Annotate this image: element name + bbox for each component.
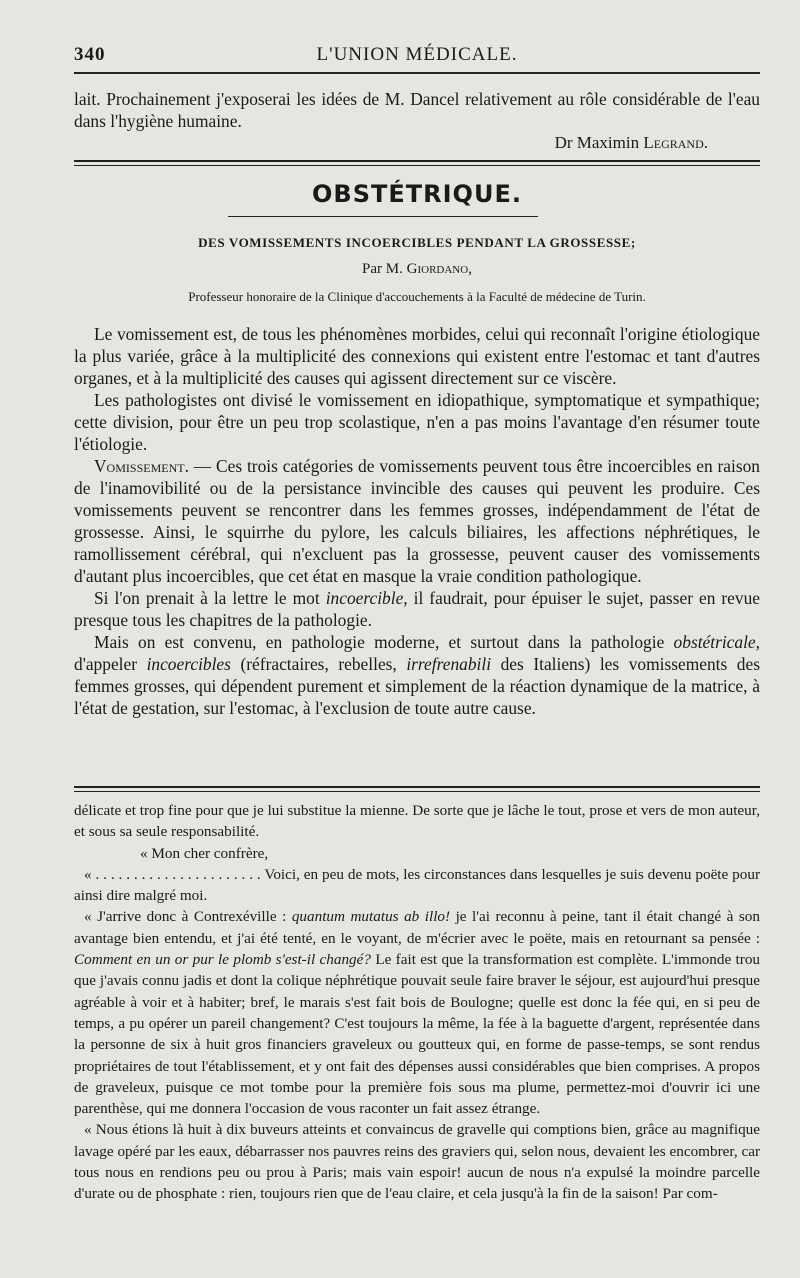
signature-prefix: Dr Maximin bbox=[554, 133, 644, 152]
paragraph-4: Si l'on prenait à la lettre le mot incoercible, il faudrait, pour épuiser le sujet, passer en revue presque tous les chapitres de la pathologie. bbox=[74, 588, 761, 630]
feuilleton-paragraph-1: délicate et trop fine pour que je lui substitue la mienne. De sorte que je lâche le tout, prose et vers de mon auteur, et sous sa seule responsabilité. bbox=[74, 802, 760, 841]
article-body bbox=[74, 323, 760, 719]
author-affiliation: Professeur honoraire de la Clinique d'accouchements à la Faculté de médecine de Turin. bbox=[188, 289, 646, 304]
author-name: Giordano, bbox=[406, 261, 472, 277]
title-underline bbox=[228, 216, 538, 217]
feuilleton-paragraph-5: « Nous étions là huit à dix buveurs atteints et convaincus de gravelle qui comptions bien, grâce au magnifique lavage opéré par les eaux, débarrasser nos pauvres reins des graviers qui, selon nous, devaient les encombrer, car tous nous en rendions peu ou prou à Paris; mais vain espoir! aucun de nous n'a expulsé la moindre parcelle d'urate ou de phosphate : rien, toujours rien que de l'eau claire, et cela jusqu'à la fin de la saison! Par com- bbox=[74, 1121, 760, 1203]
section-title: OBSTÉTRIQUE. bbox=[312, 180, 522, 208]
running-title: L'UNION MÉDICALE. bbox=[316, 44, 518, 65]
author-prefix: Par M. bbox=[362, 261, 407, 277]
feuilleton-rule bbox=[74, 786, 760, 788]
signature bbox=[555, 133, 708, 153]
page-number: 340 bbox=[74, 44, 106, 65]
feuilleton-paragraph-4: « J'arrive donc à Contrexéville : quantum mutatus ab illo! je l'ai reconnu à peine, tant il était changé à son avantage bien entendu, et j'ai été tenté, en le voyant, de m'écrier avec le poëte, mais en retournant sa pensée : Comment en un or pur le plomb s'est-il changé? Le fait est que la transformation est complète. L'immonde trou que j'avais connu jadis et dont la colique néphrétique pouvait seule faire braver le séjour, est aujourd'hui presque agréable à voir et à habiter; bref, le marais s'est fait bois de Boulogne; quelle est donc la fée qui, en si peu de temps, a pu opérer un pareil changement? C'est toujours la même, la fée à la baguette d'argent, représentée dans la personne de six à huit gros financiers graveleux ou goutteux qui, en forme de passe-temps, se sont rendus propriétaires de tout l'établissement, et y ont fait des dépenses aussi considérables que bien comprises. A propos de graveleux, puisque ce mot tombe pour la première fois sous ma plume, permettez-moi d'ouvrir ici une parenthèse, qui me donnera l'occasion de vous raconter un fait assez étrange. bbox=[74, 908, 761, 1118]
section-rule-top-thin bbox=[74, 165, 760, 166]
feuilleton-paragraph-3: « . . . . . . . . . . . . . . . . . . . . . . Voici, en peu de mots, les circonstances dans lesquelles je suis devenu poëte pour ainsi dire malgré moi. bbox=[74, 865, 760, 905]
signature-name: Legrand. bbox=[643, 133, 708, 152]
paragraph-5: Mais on est convenu, en pathologie moderne, et surtout dans la pathologie obstétricale, d'appeler incoercibles (réfractaires, rebelles, irrefrenabili des Italiens) les vomissements des femmes grosses, qui dépendent purement et simplement de la réaction dynamique de la matrice, à l'état de gestation, sur l'estomac, à l'exclusion de toute autre cause. bbox=[74, 632, 760, 718]
article-author bbox=[74, 261, 760, 278]
page-header bbox=[74, 44, 760, 68]
header-rule bbox=[74, 72, 760, 74]
top-paragraph: lait. Prochainement j'exposerai les idées de M. Dancel relativement au rôle considérable de l'eau dans l'hygiène humaine. bbox=[74, 89, 760, 131]
paragraph-2: Les pathologistes ont divisé le vomissement en idiopathique, symptomatique et sympathique; cette division, pour être un peu trop scolastique, n'en a pas moins l'avantage d'en résumer toute l'étiologie. bbox=[74, 390, 760, 454]
feuilleton-rule-thin bbox=[74, 791, 760, 792]
section-rule-top bbox=[74, 160, 760, 162]
paragraph-3-lead: Vomissement. bbox=[94, 456, 189, 476]
feuilleton-paragraph-2: « Mon cher confrère, bbox=[140, 844, 269, 862]
paragraph-1: Le vomissement est, de tous les phénomènes morbides, celui qui reconnaît l'origine étiologique la plus variée, grâce à la multiplicité des connexions qui existent entre l'estomac et tant d'autres organes, et à la multiplicité des causes qui agissent directement sur ce viscère. bbox=[74, 324, 760, 388]
feuilleton-text bbox=[74, 800, 760, 1205]
paragraph-3: Vomissement. — Ces trois catégories de vomissements peuvent tous être incoercibles en raison de l'inamovibilité ou de la persistance invincible des causes qui peuvent les produire. Ces vomissements peuvent se rencontrer dans les femmes grosses, indépendamment de l'état de grossesse. Ainsi, le squirrhe du pylore, les calculs biliaires, les affections néphrétiques, le ramollissement cérébral, qui n'excluent pas la grossesse, peuvent causer des vomissements d'autant plus incoercibles, que cet état en masque la vraie condition pathologique. bbox=[74, 456, 760, 586]
article-title: DES VOMISSEMENTS INCOERCIBLES PENDANT LA GROSSESSE; bbox=[198, 235, 636, 250]
